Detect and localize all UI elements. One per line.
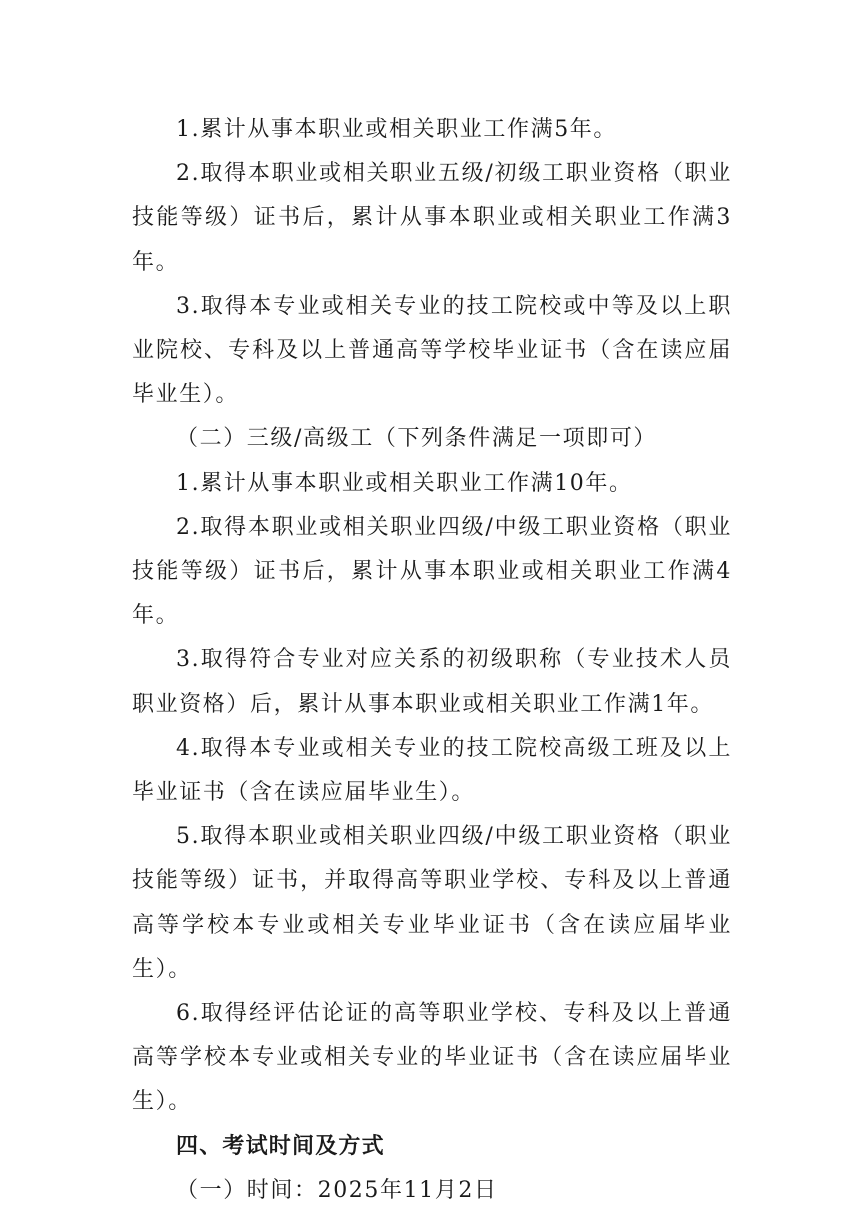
paragraph-exam-date: （一）时间：2025年11月2日: [176, 1177, 498, 1203]
section-heading-exam-time: 四、考试时间及方式: [176, 1133, 385, 1159]
paragraph-level3-condition-3: 3.取得符合专业对应关系的初级职称（专业技术人员职业资格）后，累计从事本职业或相关职业工作满1年。: [132, 647, 732, 717]
paragraph-level3-condition-4: 4.取得本专业或相关专业的技工院校高级工班及以上毕业证书（含在读应届毕业生）。: [132, 735, 732, 806]
paragraph-level3-condition-5: 5.取得本职业或相关职业四级/中级工职业资格（职业技能等级）证书，并取得高等职业学校、专科及以上普通高等学校本专业或相关专业毕业证书（含在读应届毕业生）。: [132, 824, 732, 982]
document-body: [132, 108, 732, 1213]
paragraph-condition-3: 3.取得本专业或相关专业的技工院校或中等及以上职业院校、专科及以上普通高等学校毕业证书（含在读应届毕业生）。: [132, 293, 732, 408]
paragraph-level3-condition-6: 6.取得经评估论证的高等职业学校、专科及以上普通高等学校本专业或相关专业的毕业证书（含在读应届毕业生）。: [132, 1001, 732, 1115]
paragraph-level3-condition-2: 2.取得本职业或相关职业四级/中级工职业资格（职业技能等级）证书后，累计从事本职业或相关职业工作满4年。: [132, 514, 732, 629]
subheading-level-3: （二）三级/高级工（下列条件满足一项即可）: [176, 426, 658, 452]
paragraph-condition-1: 1.累计从事本职业或相关职业工作满5年。: [176, 117, 617, 142]
paragraph-level3-condition-1: 1.累计从事本职业或相关职业工作满10年。: [176, 470, 633, 496]
paragraph-condition-2: 2.取得本职业或相关职业五级/初级工职业资格（职业技能等级）证书后，累计从事本职业或相关职业工作满3年。: [132, 161, 732, 275]
